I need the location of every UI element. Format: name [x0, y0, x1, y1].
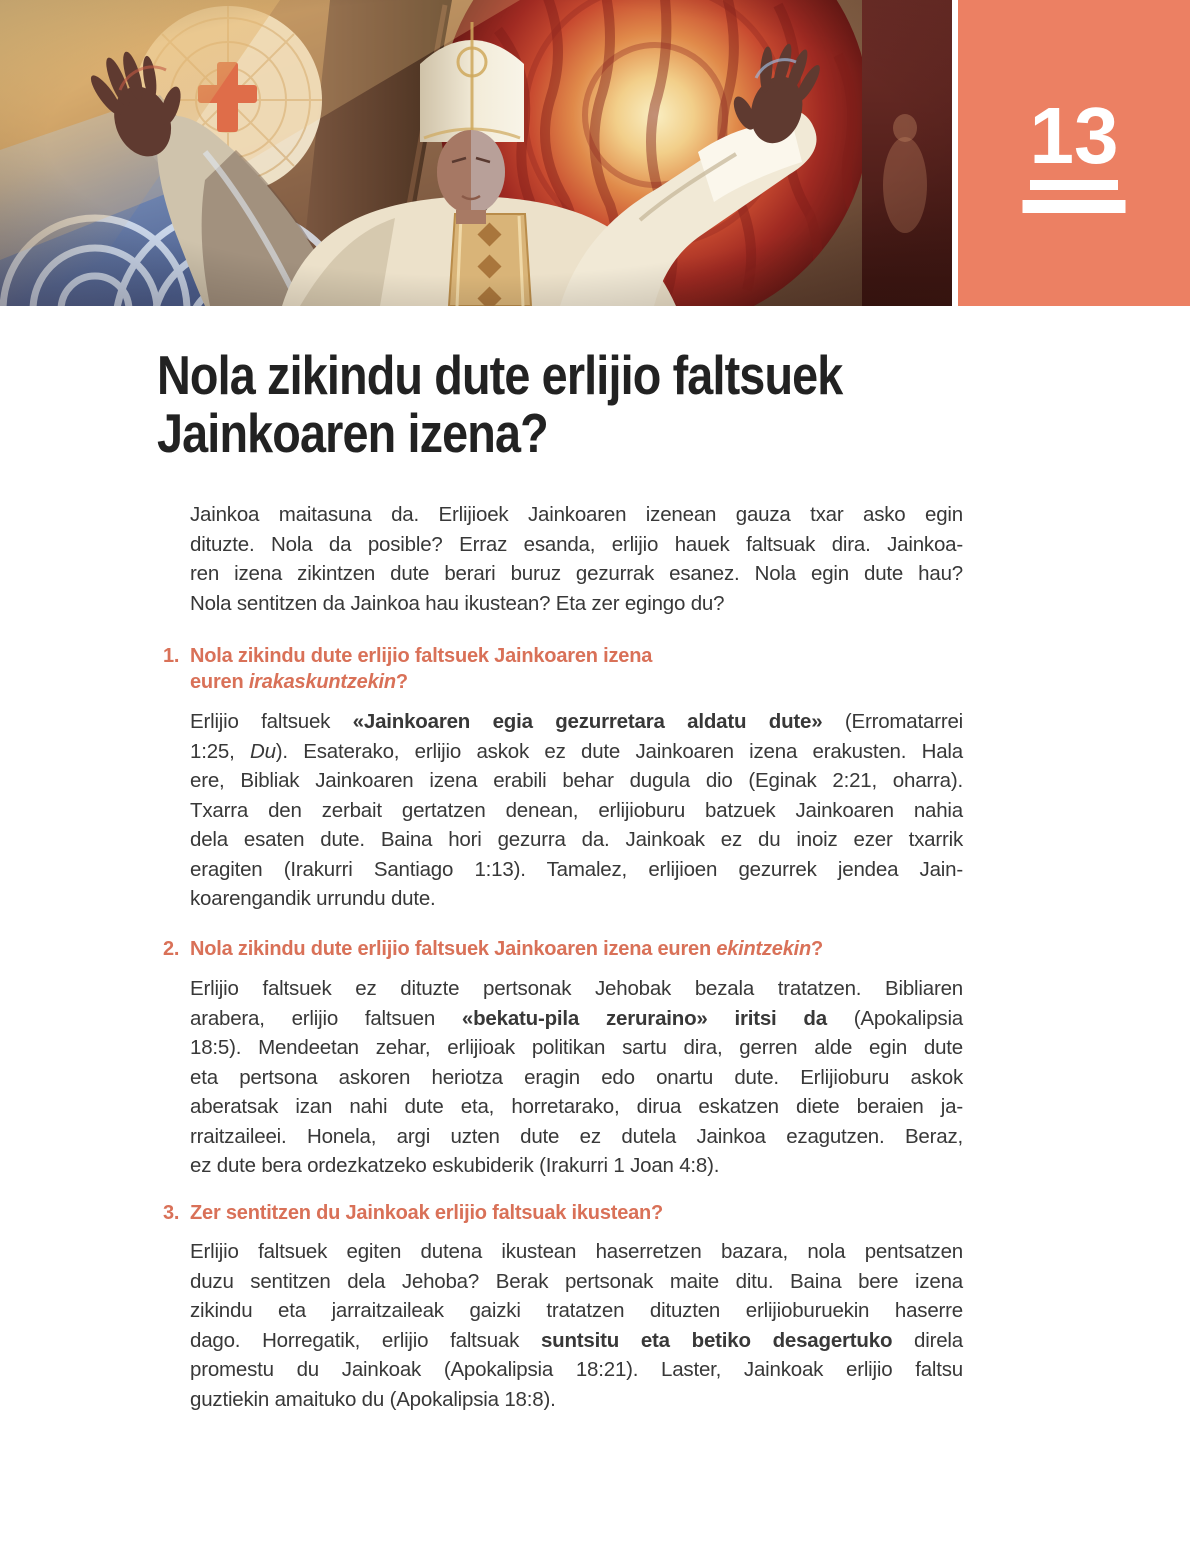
text-line — [190, 766, 963, 796]
text-run: 1:25, — [190, 739, 250, 763]
text-line — [190, 707, 963, 737]
section-number: 3. — [163, 1202, 180, 1224]
text-line — [190, 737, 963, 767]
page-title — [157, 346, 963, 462]
text-run: ekintzekin — [716, 938, 812, 960]
text-run: euren — [190, 671, 249, 693]
text-line — [190, 1063, 963, 1093]
text-line — [190, 1151, 963, 1181]
text-run: irakaskuntzekin — [248, 671, 396, 693]
text-run: Nola zikindu dute erlijio faltsuek Jainkoaren izena — [190, 645, 653, 667]
text-run: ez dute bera ordezkatzeko eskubiderik (Irakurri 1 Joan 4:8). — [190, 1154, 720, 1177]
text-line — [190, 1326, 963, 1356]
text-line — [190, 589, 963, 619]
text-run: koarengandik urrundu dute. — [190, 887, 436, 910]
text-run: direla — [892, 1328, 963, 1352]
text-line — [190, 1355, 963, 1385]
text-line — [190, 559, 963, 589]
text-line — [190, 825, 963, 855]
lesson-number-badge — [958, 0, 1190, 306]
section-1-heading — [163, 643, 973, 695]
text-run: dago. Horregatik, erlijio faltsuak — [190, 1328, 541, 1352]
lesson-underline-bar — [1023, 200, 1126, 213]
text-run: eragiten (Irakurri Santiago 1:13). Tamalez, erlijioen gezurrek jendea Jain- — [190, 857, 963, 881]
title-line: Jainkoaren izena? — [157, 402, 548, 464]
heading-line — [190, 669, 973, 695]
text-line — [190, 796, 963, 826]
text-line — [190, 855, 963, 885]
text-run: Nola sentitzen da Jainkoa hau ikustean? Eta zer egingo du? — [190, 591, 725, 615]
section-2-paragraph — [190, 974, 963, 1181]
text-run: suntsitu eta betiko desagertuko — [540, 1328, 893, 1352]
text-run: guztiekin amaituko du (Apokalipsia 18:8). — [190, 1387, 556, 1411]
text-run: ). Esaterako, erlijio askok ez dute Jainkoaren izena erakusten. Hala — [275, 739, 963, 763]
text-run: Txarra den zerbait gertatzen denean, erlijioburu batzuek Jainkoaren nahia — [190, 798, 963, 822]
text-run: duzu sentitzen dela Jehoba? Berak pertsonak maite ditu. Baina bere izena — [190, 1269, 963, 1293]
text-run: rraitzaileei. Honela, argi uzten dute ez dutela Jainkoa ezagutzen. Beraz, — [190, 1124, 963, 1148]
text-line — [190, 974, 963, 1004]
intro-paragraph — [190, 500, 963, 618]
text-run: (Apokalipsia — [826, 1006, 964, 1030]
text-run: Zer sentitzen du Jainkoak erlijio faltsuak ikustean? — [190, 1202, 664, 1224]
text-run: ? — [395, 671, 408, 693]
text-run: Nola zikindu dute erlijio faltsuek Jainkoaren izena euren — [190, 938, 717, 960]
text-run: promestu du Jainkoak (Apokalipsia 18:21). Laster, Jainkoak erlijio faltsu — [190, 1358, 963, 1381]
lesson-number — [958, 91, 1190, 190]
text-run: dela esaten dute. Baina hori gezurra da. Jainkoak ez du inoiz ezer txarrik — [190, 828, 963, 851]
text-line — [190, 1092, 963, 1122]
text-run: zikindu eta jarraitzaileak gaizki tratatzen dituzten erlijioburuekin haserre — [190, 1299, 963, 1322]
text-run: Erlijio faltsuek — [190, 710, 353, 733]
text-run: arabera, erlijio faltsuen — [190, 1006, 462, 1030]
text-line — [190, 1296, 963, 1326]
text-run: «Jainkoaren egia gezurretara aldatu dute» — [352, 710, 823, 733]
text-run: Erlijio faltsuek egiten dutena ikustean haserretzen bazara, nola pentsatzen — [190, 1240, 963, 1263]
section-3-heading — [163, 1200, 973, 1226]
text-line — [190, 1122, 963, 1152]
section-3-paragraph — [190, 1237, 963, 1414]
text-line — [190, 500, 963, 530]
text-run: aberatsak izan nahi dute eta, horretarako, dirua eskatzen diete beraien ja- — [190, 1095, 963, 1118]
text-line — [190, 1267, 963, 1297]
text-run: Du — [249, 739, 276, 763]
text-run: ? — [811, 938, 824, 960]
text-run: eta pertsona askoren heriotza eragin edo onartu dute. Erlijioburu askok — [190, 1065, 963, 1089]
title-line: Nola zikindu dute erlijio faltsuek — [157, 344, 843, 406]
heading-line — [163, 643, 973, 669]
lesson-number-text: 13 — [1030, 96, 1119, 190]
text-line — [190, 1237, 963, 1267]
text-run: «bekatu-pila zeruraino» iritsi da — [461, 1006, 827, 1030]
section-number: 2. — [163, 938, 180, 960]
text-line — [190, 530, 963, 560]
text-line — [190, 1004, 963, 1034]
section-1-paragraph — [190, 707, 963, 914]
hero-photo-illustration — [0, 0, 952, 306]
heading-line — [163, 936, 973, 962]
text-run: dituzte. Nola da posible? Erraz esanda, erlijio hauek faltsuak dira. Jainkoa- — [190, 532, 963, 556]
text-run: ere, Bibliak Jainkoaren izena erabili behar dugula dio (Eginak 2:21, oharra). — [190, 769, 963, 792]
text-line — [190, 884, 963, 914]
section-2-heading — [163, 936, 973, 962]
text-run: 18:5). Mendeetan zehar, erlijioak politikan sartu dira, gerren alde egin dute — [190, 1036, 963, 1059]
text-line — [190, 1385, 963, 1415]
text-run: Erlijio faltsuek ez dituzte pertsonak Jehobak bezala tratatzen. Bibliaren — [190, 977, 963, 1000]
heading-line — [163, 1200, 973, 1226]
section-number: 1. — [163, 645, 180, 667]
text-line — [190, 1033, 963, 1063]
text-run: ren izena zikintzen dute berari buruz gezurrak esanez. Nola egin dute hau? — [190, 562, 963, 585]
text-run: Jainkoa maitasuna da. Erlijioek Jainkoaren izenean gauza txar asko egin — [190, 503, 963, 526]
text-run: (Erromatarrei — [822, 710, 964, 733]
hero-photo — [0, 0, 952, 306]
